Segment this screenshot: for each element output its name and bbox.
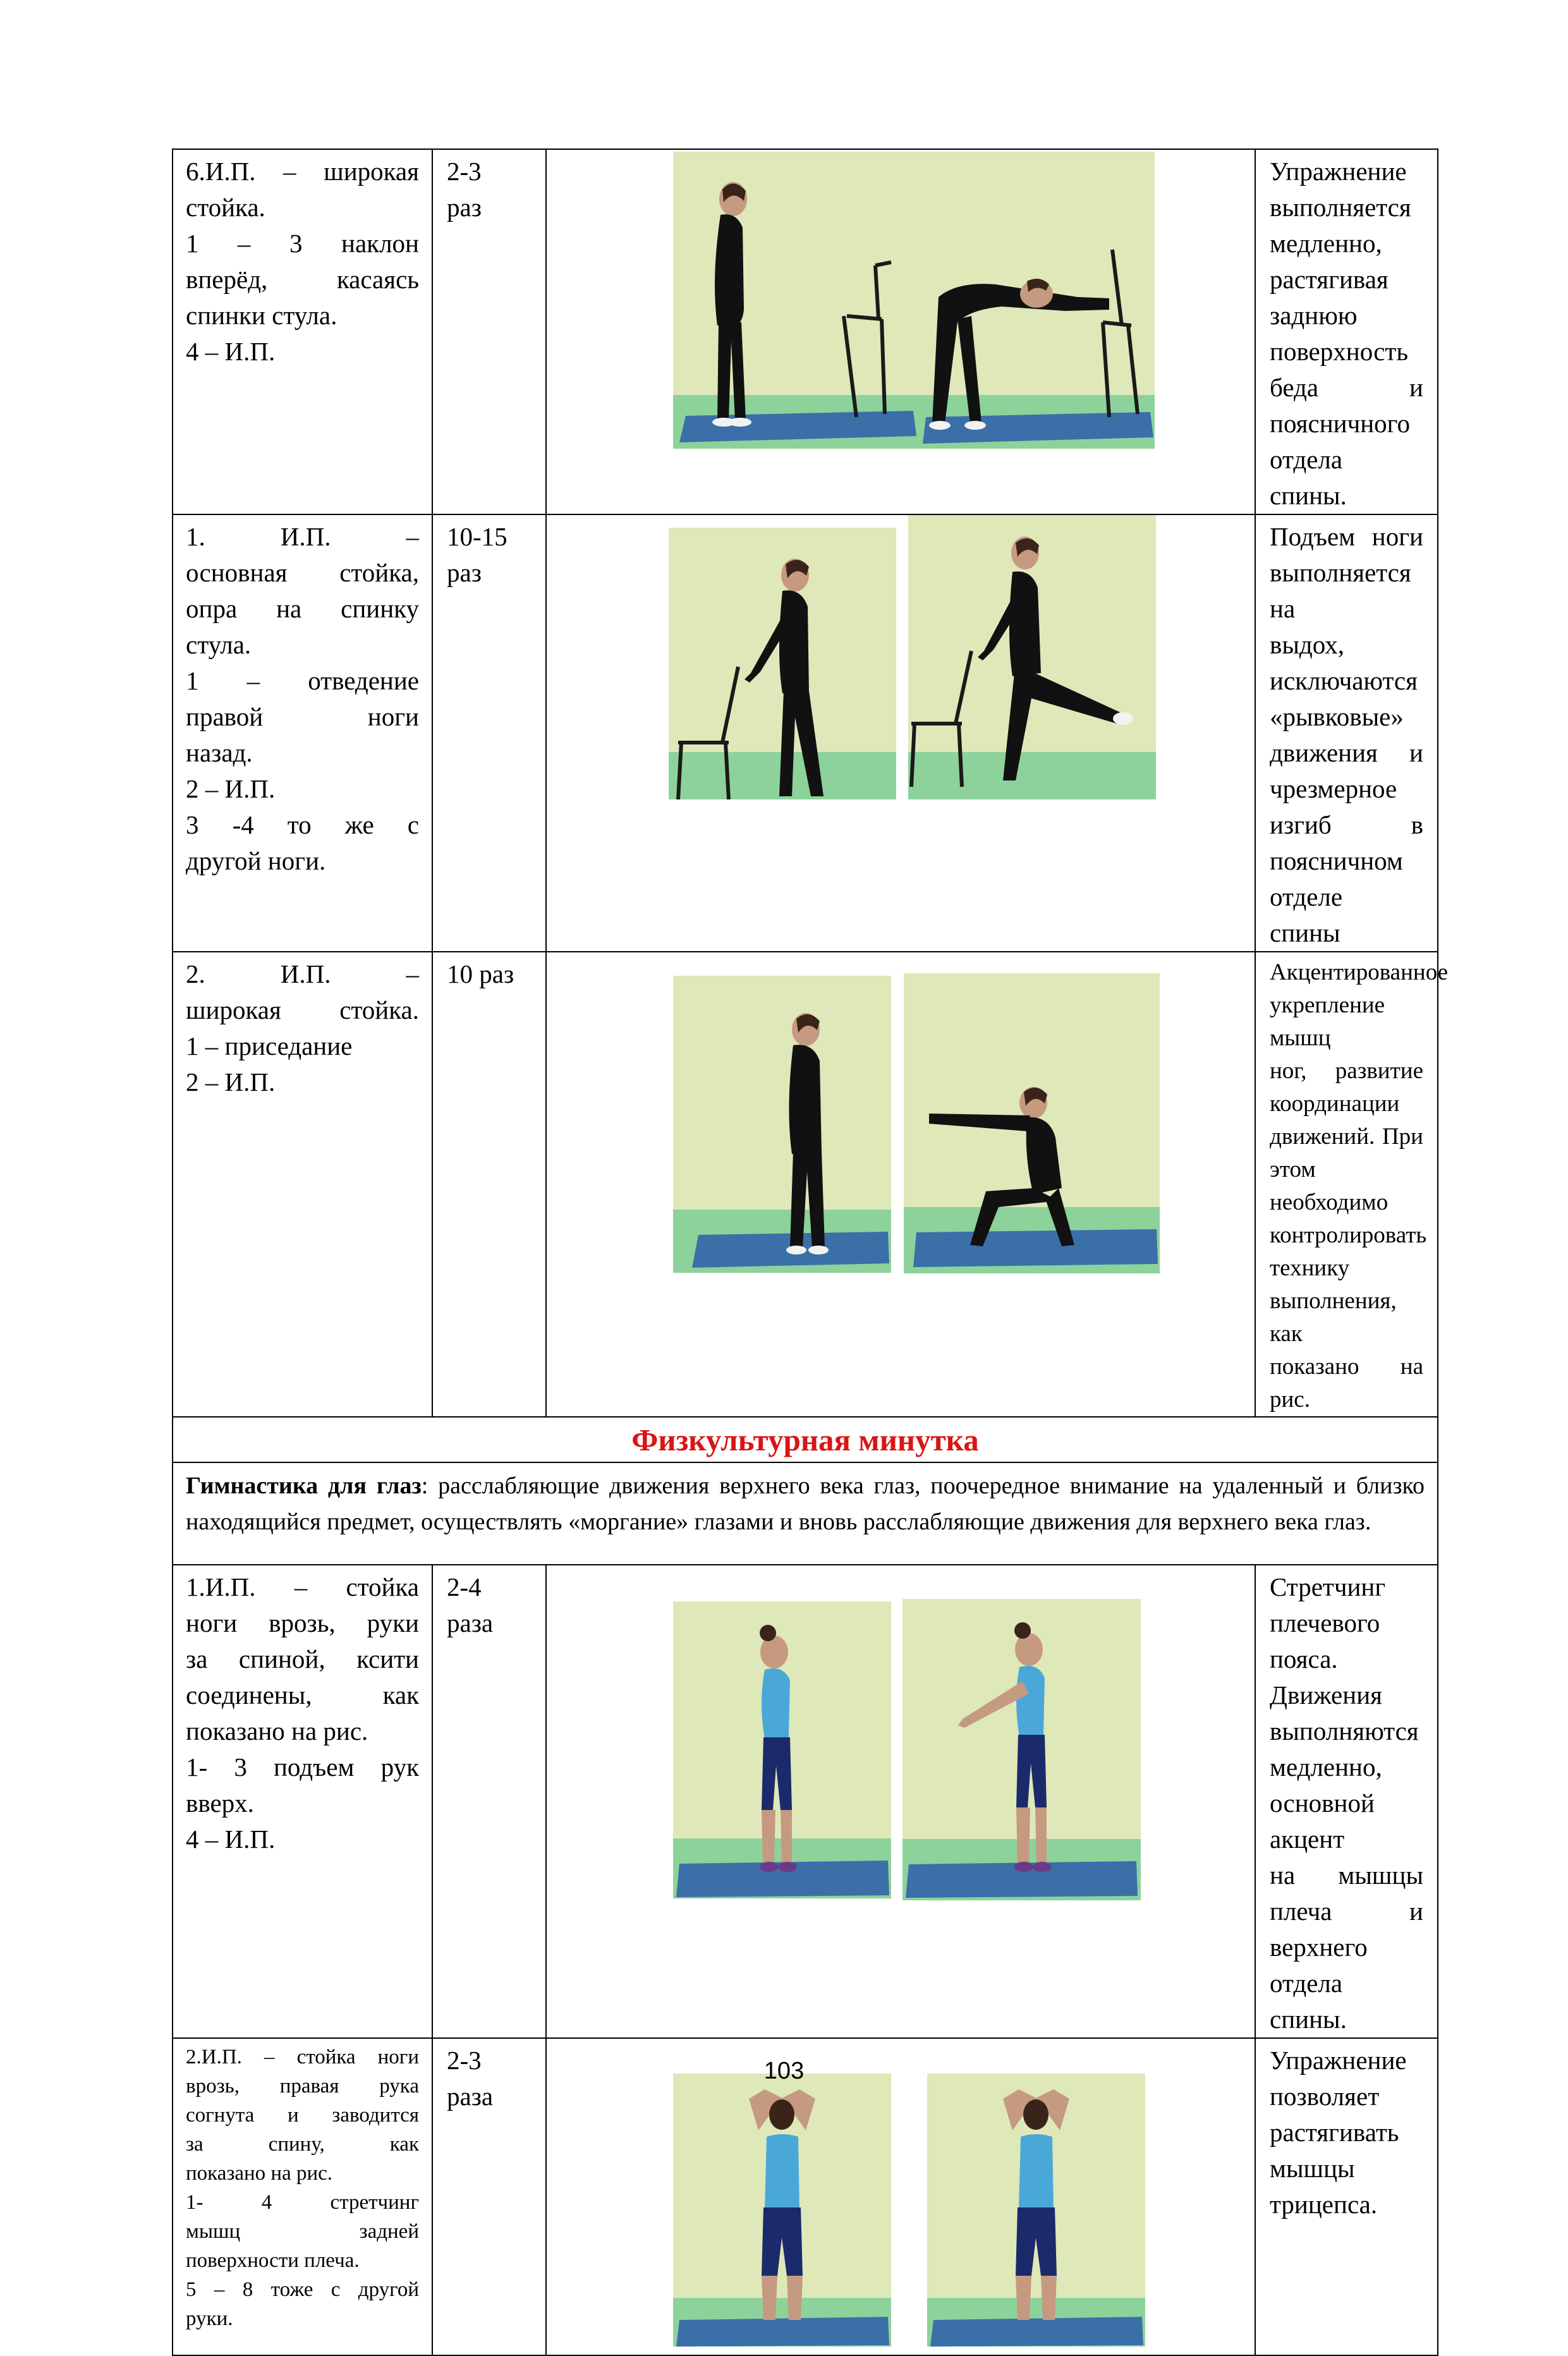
note-line: координации	[1270, 1091, 1400, 1117]
eyes-cell	[173, 1462, 1438, 1565]
description-line: руки.	[186, 2307, 233, 2330]
photo-stand-holding-chair	[669, 528, 896, 799]
description-cell	[173, 1565, 432, 2038]
description-cell	[173, 952, 432, 1417]
description-line: 5 – 8 тоже с другой	[186, 2278, 419, 2301]
description-line: другой ноги.	[186, 846, 326, 875]
description-line: 4 – И.П.	[186, 1825, 276, 1854]
note-cell	[1255, 149, 1438, 514]
description-line: 6.И.П. – широкая	[186, 157, 419, 186]
note-line: позволяет	[1270, 2082, 1380, 2111]
photos-cell	[546, 952, 1255, 1417]
note-line: спины.	[1270, 2005, 1347, 2034]
photo-leg-raise-back	[908, 515, 1156, 799]
description-line: 1.И.П. – стойка	[186, 1572, 419, 1601]
section-row	[173, 1417, 1438, 1462]
reps-cell	[432, 2038, 546, 2355]
photo-standing-profile	[673, 976, 891, 1273]
reps-value: 10-15	[447, 522, 507, 551]
note-cell	[1255, 952, 1449, 1417]
note-cell	[1255, 514, 1438, 952]
note-line: мышцы трицепса.	[1270, 2154, 1378, 2219]
note-line: растягивать	[1270, 2118, 1399, 2147]
reps-cell	[432, 1565, 546, 2038]
description-line: соединены, как	[186, 1680, 419, 1709]
description-line: основная стойка,	[186, 558, 419, 587]
description-line: 4 – И.П.	[186, 337, 276, 366]
description-line: стойка.	[186, 193, 265, 222]
reps-value: 2-3	[447, 157, 482, 186]
description-line: 1 – 3 наклон	[186, 229, 419, 258]
note-line: плечевого пояса.	[1270, 1608, 1380, 1673]
eyes-paragraph	[173, 1463, 1437, 1544]
description-line: 1. И.П. –	[186, 522, 419, 551]
description-cell	[173, 149, 432, 514]
section-title: Физкультурная минутка	[631, 1423, 979, 1457]
description-line: правой ноги	[186, 702, 419, 731]
description-line: поверхности плеча.	[186, 2249, 360, 2272]
description-line: показано на рис.	[186, 2162, 333, 2185]
note-line: поверхность беда и	[1270, 337, 1423, 402]
note-line: необходимо	[1270, 1189, 1389, 1215]
note-line: выполнения, как	[1270, 1288, 1397, 1347]
photo-standing-hands-behind	[673, 1601, 891, 1898]
photo-squat-arms-forward	[904, 973, 1160, 1273]
note-line: Подъем ноги	[1270, 522, 1423, 551]
description-cell	[173, 514, 432, 952]
note-line: выполняются	[1270, 1716, 1419, 1746]
note-line: движений. При этом	[1270, 1124, 1423, 1182]
note-line: Акцентированное	[1270, 959, 1449, 985]
note-line: Упражнение	[1270, 2046, 1407, 2075]
description-line: опра на спинку	[186, 594, 419, 623]
note-line: чрезмерное изгиб в	[1270, 774, 1423, 839]
reps-cell	[432, 149, 546, 514]
description-line: ноги врозь, руки	[186, 1608, 419, 1637]
exercise-table	[172, 149, 1449, 2356]
note-line: контролировать	[1270, 1222, 1427, 1248]
reps-unit: раза	[447, 1608, 494, 1637]
reps-value: 2-3	[447, 2046, 482, 2075]
photo-triceps-stretch-other-arm	[927, 2074, 1145, 2347]
description-line: 2. И.П. –	[186, 959, 419, 988]
description-line: вверх.	[186, 1788, 254, 1818]
photo-triceps-stretch-back	[673, 2074, 891, 2347]
reps-value: 10 раз	[447, 959, 514, 988]
note-line: движения и	[1270, 738, 1423, 767]
description-line: 2 – И.П.	[186, 1067, 276, 1096]
photos-cell	[546, 2038, 1255, 2355]
photo-arms-raised-back	[903, 1599, 1141, 1900]
reps-cell	[432, 514, 546, 952]
note-line: на мышцы плеча и	[1270, 1861, 1423, 1926]
description-line: за спину, как	[186, 2133, 419, 2156]
note-line: выдох,	[1270, 630, 1344, 659]
description-line: за спиной, ксити	[186, 1644, 419, 1673]
note-cell	[1255, 1565, 1438, 2038]
exercise-row	[173, 2038, 1438, 2355]
note-line: Упражнение	[1270, 157, 1407, 186]
description-line: 2.И.П. – стойка ноги	[186, 2046, 419, 2068]
eyes-row	[173, 1462, 1438, 1565]
note-line: выполняется на	[1270, 558, 1411, 623]
reps-unit: раз	[447, 558, 482, 587]
note-line: поясничного	[1270, 409, 1410, 438]
note-line: показано на рис.	[1270, 1354, 1423, 1412]
description-line: 1 – отведение	[186, 666, 419, 695]
note-line: отдела спины.	[1270, 445, 1347, 510]
description-line: 2 – И.П.	[186, 774, 276, 803]
note-line: медленно,	[1270, 1752, 1382, 1782]
note-line: исключаются	[1270, 666, 1418, 695]
note-cell	[1255, 2038, 1438, 2355]
note-line: растягивая заднюю	[1270, 265, 1389, 330]
note-line: верхнего отдела	[1270, 1933, 1368, 1998]
note-line: основной акцент	[1270, 1788, 1375, 1854]
description-line: стула.	[186, 630, 252, 659]
section-title-cell	[173, 1417, 1438, 1462]
photos-cell	[546, 1565, 1255, 2038]
note-line: ног, развитие	[1270, 1058, 1423, 1084]
exercise-row	[173, 514, 1438, 952]
exercise-row	[173, 149, 1438, 514]
description-line: показано на рис.	[186, 1716, 368, 1746]
note-line: спины	[1270, 918, 1340, 947]
page-number: 103	[763, 2058, 805, 2084]
note-line: медленно,	[1270, 229, 1382, 258]
exercise-row	[173, 952, 1438, 1417]
eyes-text: : расслабляющие движения верхнего века глаз, поочередное внимание на удаленный и близко находящийся предмет, осуществлять «моргание» глазами и вновь расслабляющие движения для верхнего века глаз.	[186, 1472, 1425, 1535]
description-line: согнута и заводится	[186, 2104, 419, 2127]
note-line: технику	[1270, 1255, 1350, 1281]
description-line: 3 -4 то же с	[186, 810, 419, 839]
reps-cell	[432, 952, 546, 1417]
note-line: поясничном отделе	[1270, 846, 1403, 911]
note-line: «рывковые»	[1270, 702, 1404, 731]
description-line: широкая стойка.	[186, 995, 419, 1024]
photos-cell	[546, 514, 1255, 952]
description-line: мышц задней	[186, 2220, 419, 2243]
note-line: укрепление мышц	[1270, 992, 1385, 1051]
reps-unit: раз	[447, 193, 482, 222]
exercise-row	[173, 1565, 1438, 2038]
description-line: 1 – приседание	[186, 1031, 353, 1060]
eyes-heading: Гимнастика для глаз	[186, 1472, 422, 1499]
description-line: 1- 3 подъем рук	[186, 1752, 419, 1782]
note-line: Движения	[1270, 1680, 1382, 1709]
note-line: выполняется	[1270, 193, 1411, 222]
photo-standing-before-chair	[673, 152, 920, 449]
description-line: спинки стула.	[186, 301, 337, 330]
note-line: Стретчинг	[1270, 1572, 1386, 1601]
reps-value: 2-4	[447, 1572, 482, 1601]
description-line: врозь, правая рука	[186, 2075, 419, 2098]
description-line: 1- 4 стретчинг	[186, 2191, 419, 2214]
reps-unit: раза	[447, 2082, 494, 2111]
photo-forward-bend-holding-chair	[920, 152, 1155, 449]
description-cell	[173, 2038, 432, 2355]
description-line: вперёд, касаясь	[186, 265, 419, 294]
description-line: назад.	[186, 738, 253, 767]
photos-cell	[546, 149, 1255, 514]
